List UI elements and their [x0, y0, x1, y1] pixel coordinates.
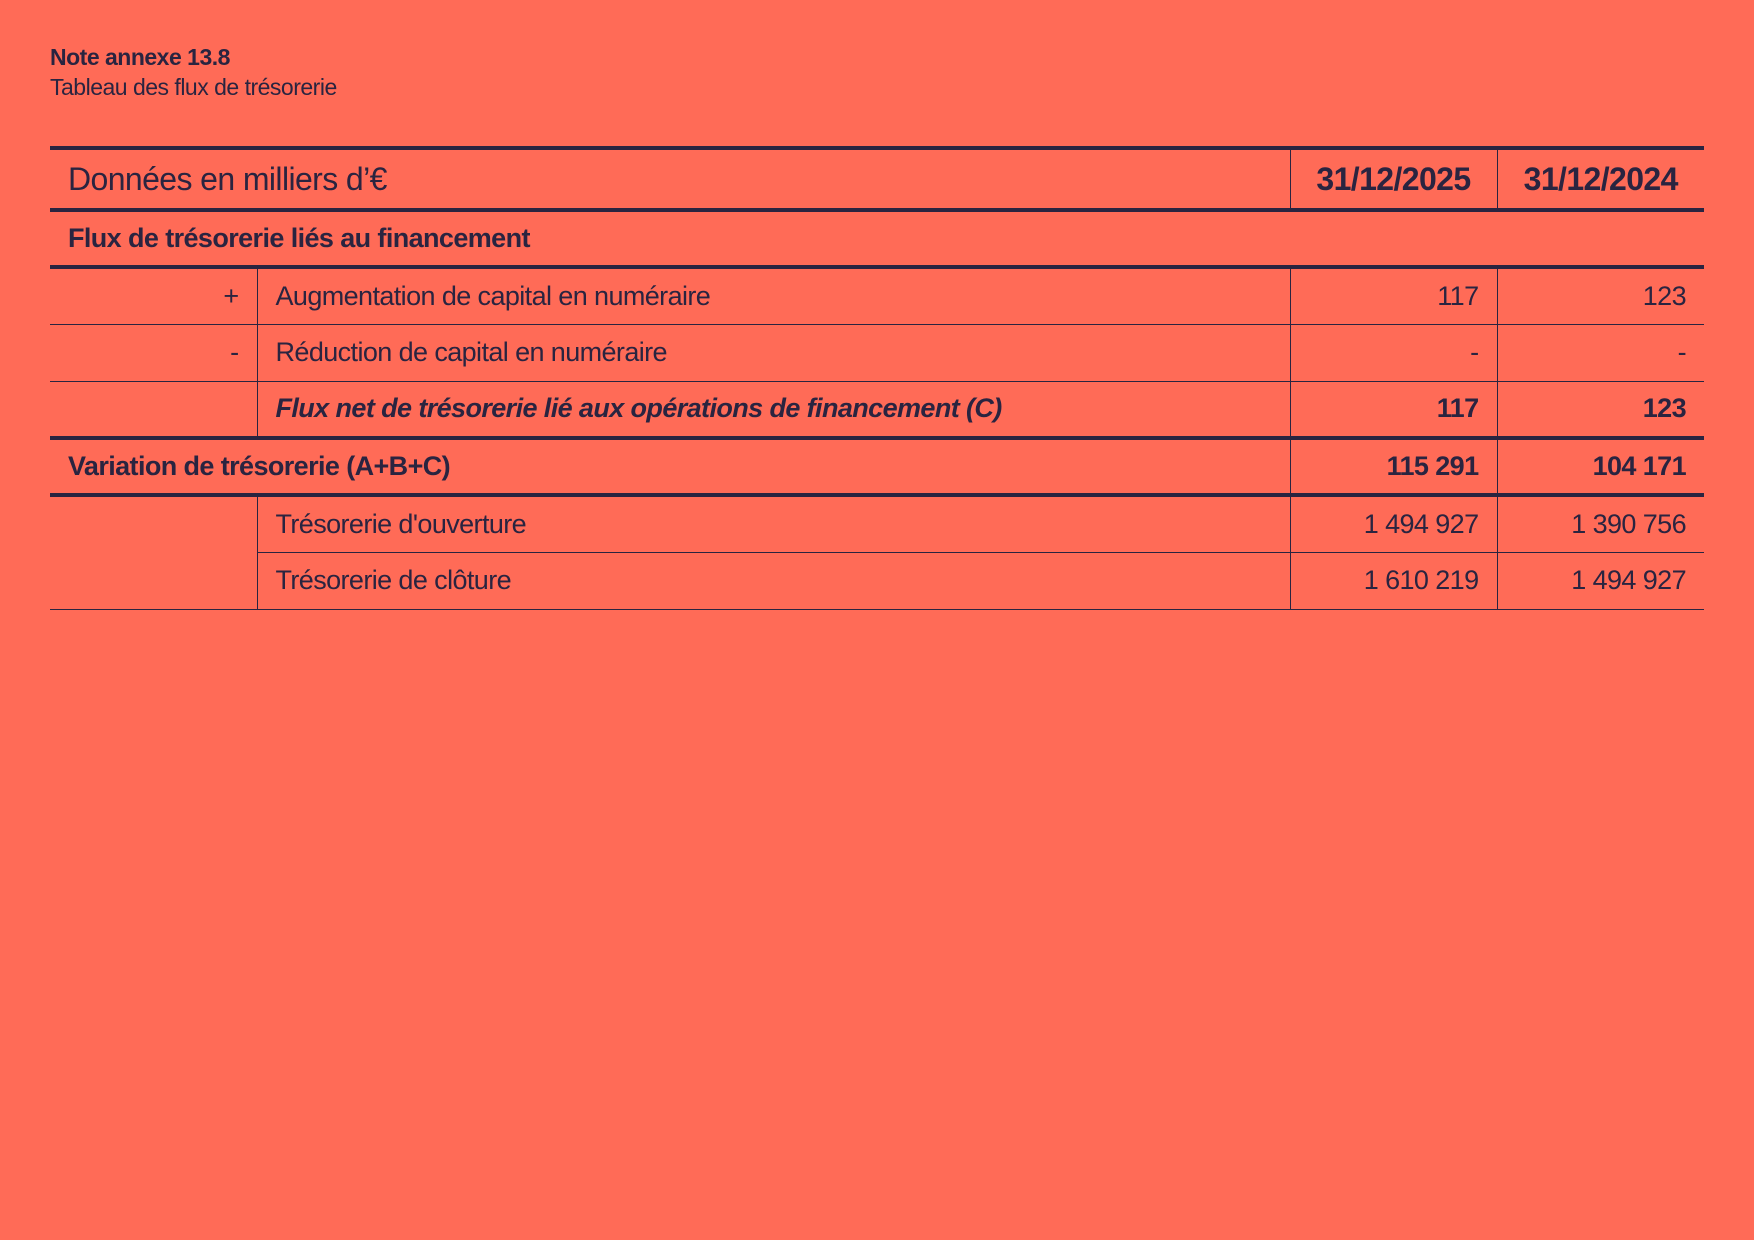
subtotal-sign-cell: [50, 381, 257, 438]
row-value-2025: -: [1290, 324, 1497, 381]
section-row: [50, 210, 1704, 267]
cash-row: [50, 552, 1704, 609]
table-row: [50, 267, 1704, 324]
column-header-2025: 31/12/2025: [1290, 148, 1497, 210]
cash-value-2024: 1 390 756: [1497, 495, 1704, 552]
subtotal-value-2025: 117: [1290, 381, 1497, 438]
subtotal-value-2024: 123: [1497, 381, 1704, 438]
row-value-2024: 123: [1497, 267, 1704, 324]
note-title: Note annexe 13.8: [50, 44, 230, 70]
subtotal-label: Flux net de trésorerie lié aux opérations de financement (C): [257, 381, 1290, 438]
row-value-2024: -: [1497, 324, 1704, 381]
total-value-2025: 115 291: [1290, 438, 1497, 495]
table-row: [50, 324, 1704, 381]
row-label: Réduction de capital en numéraire: [257, 324, 1290, 381]
note-subtitle: Tableau des flux de trésorerie: [50, 74, 337, 100]
units-label: Données en milliers d’€: [50, 148, 1290, 210]
row-label: Augmentation de capital en numéraire: [257, 267, 1290, 324]
note-header: [50, 42, 337, 102]
cash-flow-table: [50, 146, 1704, 610]
cash-row: [50, 495, 1704, 552]
total-row: [50, 438, 1704, 495]
cash-blank-cell: [50, 495, 257, 609]
row-value-2025: 117: [1290, 267, 1497, 324]
subtotal-row: [50, 381, 1704, 438]
cash-value-2025: 1 494 927: [1290, 495, 1497, 552]
section-title: Flux de trésorerie liés au financement: [50, 210, 1704, 267]
column-header-2024: 31/12/2024: [1497, 148, 1704, 210]
total-label: Variation de trésorerie (A+B+C): [50, 438, 1290, 495]
cash-value-2024: 1 494 927: [1497, 552, 1704, 609]
cash-value-2025: 1 610 219: [1290, 552, 1497, 609]
row-sign: -: [50, 324, 257, 381]
row-sign: +: [50, 267, 257, 324]
table-header-row: [50, 148, 1704, 210]
cash-label: Trésorerie d'ouverture: [257, 495, 1290, 552]
cash-label: Trésorerie de clôture: [257, 552, 1290, 609]
total-value-2024: 104 171: [1497, 438, 1704, 495]
